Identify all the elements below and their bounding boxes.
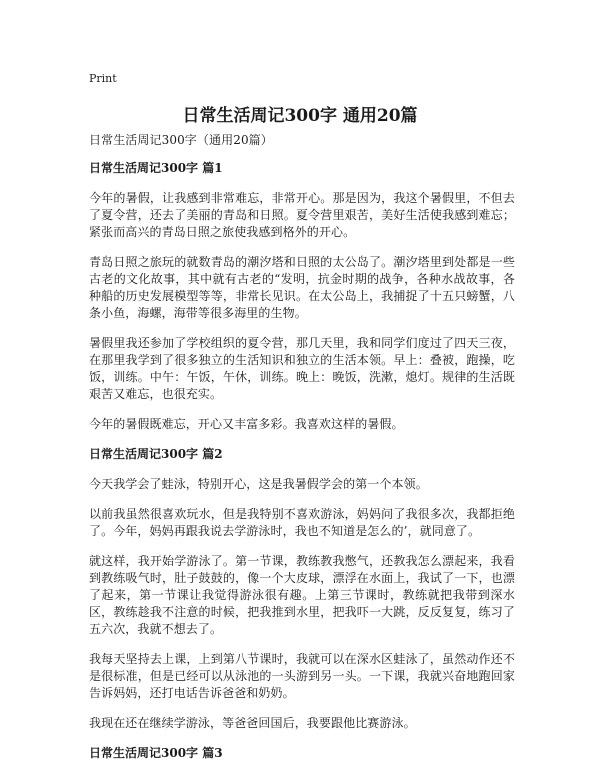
paragraph: 今年的暑假既难忘，开心又丰富多彩。我喜欢这样的暑假。: [89, 417, 404, 431]
print-label[interactable]: Print: [89, 72, 117, 85]
paragraph: 青岛日照之旅玩的就数青岛的潮汐塔和日照的太公岛了。潮汐塔里到处都是一些古老的文化故事，其中就有古老的“发明，抗金时期的战争，各种水战故事，各种船的历史发展模型等等，非常长见识。在太公岛上，我捕捉了十五只螃蟹，八条小鱼，海螺，海带等很多海里的生物。: [89, 255, 515, 320]
paragraph: 我每天坚持去上课，上到第八节课时，我就可以在深水区蛙泳了，虽然动作还不是很标准，但是已经可以从泳池的一头游到另一头。一下课，我就兴奋地跑回家告诉妈妈，还打电话告诉爸爸和奶奶。: [89, 652, 515, 700]
section-heading: 日常生活周记300字 篇3: [89, 746, 223, 760]
document-title: 日常生活周记300字 通用20篇: [182, 106, 418, 126]
section-heading: 日常生活周记300字 篇1: [89, 161, 223, 175]
paragraph: 以前我虽然很喜欢玩水，但是我特别不喜欢游泳，妈妈问了我很多次，我都拒绝了。今年，妈妈再跟我说去学游泳时，我也不知道是怎么的’，就同意了。: [89, 507, 515, 538]
paragraph: 今天我学会了蛙泳，特别开心，这是我暑假学会的第一个本领。: [89, 477, 428, 491]
paragraph: 暑假里我还参加了学校组织的夏令营，那几天里，我和同学们度过了四天三夜，在那里我学到了很多独立的生活知识和独立的生活本领。早上：叠被，跑操，吃饭，训练。中午：午饭，午休，训练。晚上：晚饭，洗漱，熄灯。规律的生活既艰苦又难忘，也很充实。: [89, 336, 515, 401]
document-body: [89, 132, 515, 775]
paragraph: 就这样，我开始学游泳了。第一节课，教练教我憋气，还教我怎么漂起来，我看到教练吸气时，肚子鼓鼓的，像一个大皮球，漂浮在水面上，我试了一下，也漂了起来，第一节课让我觉得游泳很有趣。上第三节课时，教练就把我带到深水区，教练趁我不注意的时候，把我推到水里，把我吓一大跳，反反复复，练习了五六次，我就不想去了。: [89, 554, 515, 636]
section-heading: 日常生活周记300字 篇2: [89, 447, 223, 461]
paragraph: 今年的暑假，让我感到非常难忘，非常开心。那是因为，我这个暑假里，不但去了夏令营，还去了美丽的青岛和日照。夏令营里艰苦，美好生活使我感到难忘；紧张而高兴的青岛日照之旅使我感到格外的开心。: [89, 191, 515, 239]
paragraph: 我现在还在继续学游泳，等爸爸回国后，我要跟他比赛游泳。: [89, 716, 416, 730]
document-subtitle: 日常生活周记300字（通用20篇）: [89, 133, 273, 147]
